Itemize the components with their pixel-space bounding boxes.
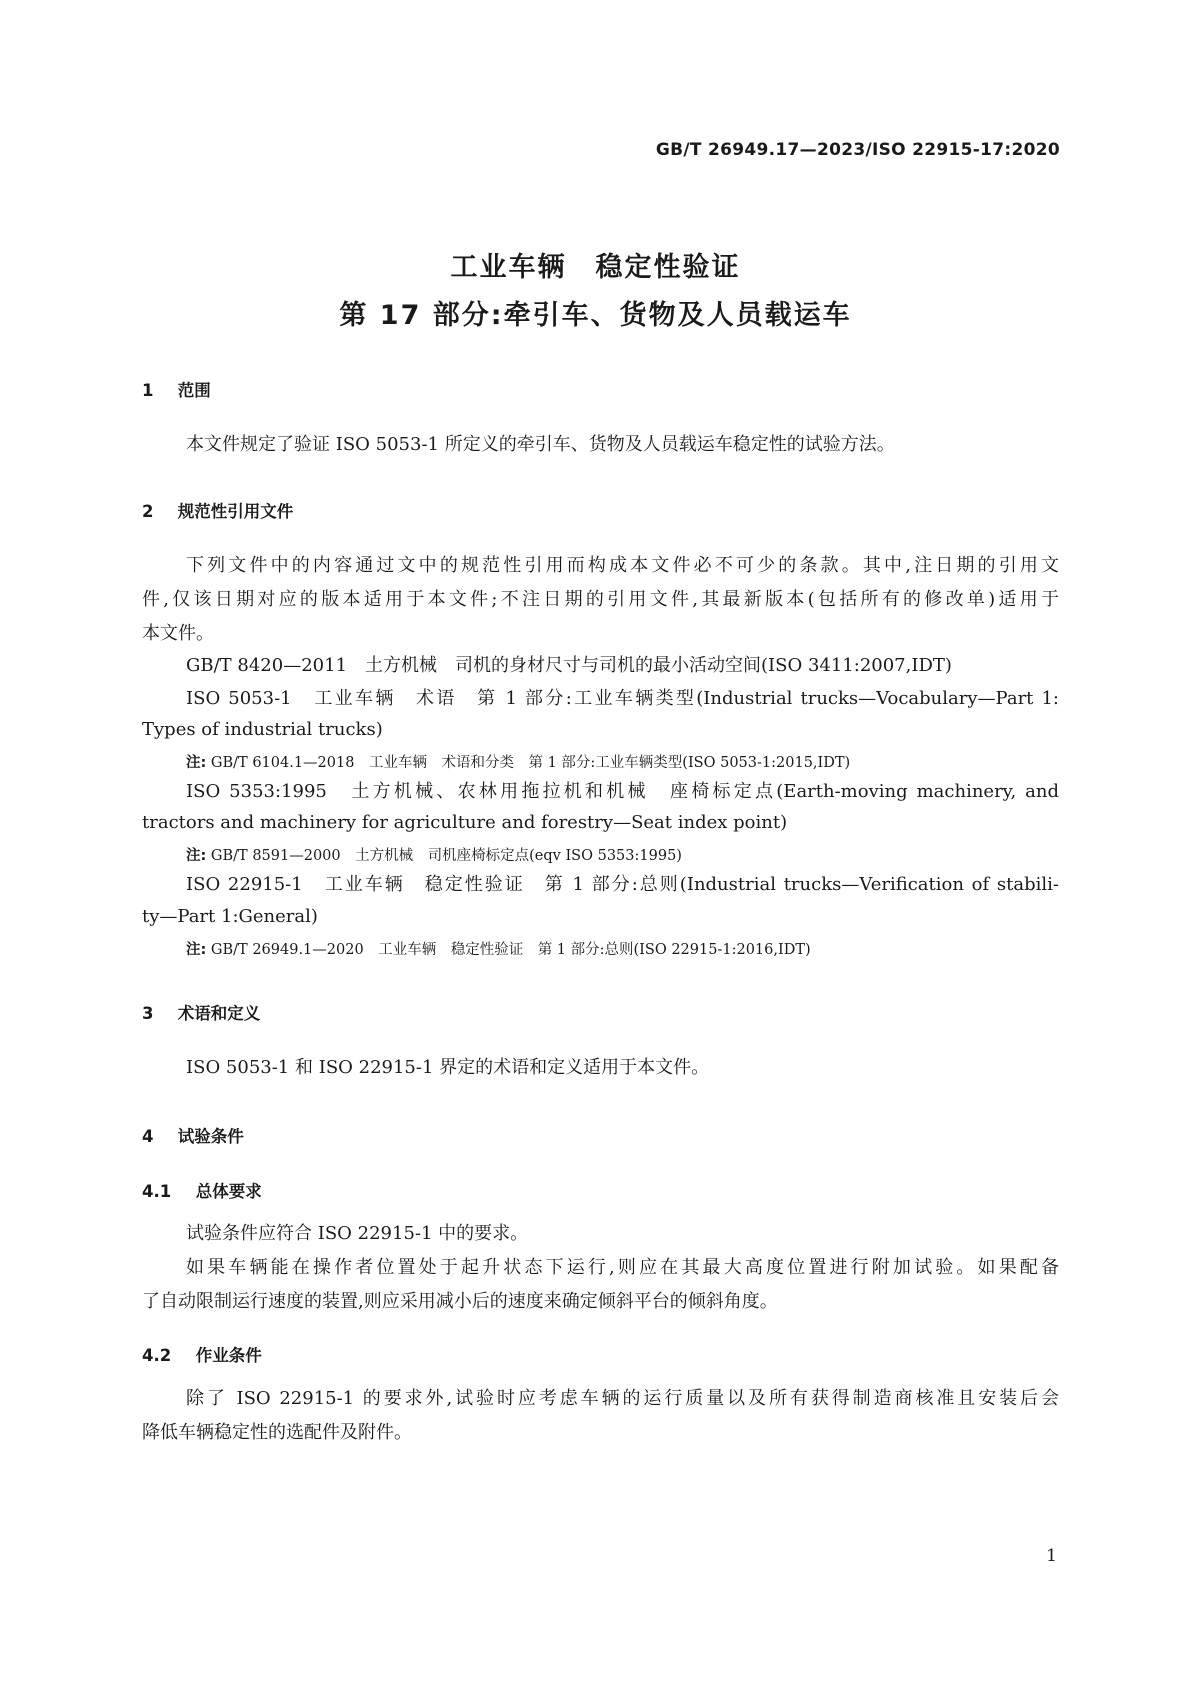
section-4-2-text: 降低车辆稳定性的选配件及附件。: [142, 1422, 412, 1443]
section-4-heading: [142, 1123, 244, 1147]
reference-note: [186, 938, 1059, 959]
section-4-1-heading: [142, 1178, 262, 1202]
section-4-1-text: 了自动限制运行速度的装置,则应采用减小后的速度来确定倾斜平台的倾斜角度。: [142, 1291, 778, 1312]
section-title: 术语和定义: [177, 1004, 261, 1023]
page-number: 1: [1046, 1546, 1057, 1566]
note-text: GB/T 6104.1—2018 工业车辆 术语和分类 第 1 部分:工业车辆类型(ISO 5053-1:2015,IDT): [210, 755, 851, 771]
title-line-2: 第 17 部分:牵引车、货物及人员载运车: [339, 300, 852, 331]
section-title: 范围: [177, 381, 211, 400]
section-title: 试验条件: [177, 1127, 244, 1146]
reference-iso-5353-cont: tractors and machinery for agriculture and forestry—Seat index point): [142, 812, 788, 833]
section-2-heading: [142, 498, 293, 522]
section-number: 3: [142, 1004, 154, 1023]
section-3-text: ISO 5053-1 和 ISO 22915-1 界定的术语和定义适用于本文件。: [186, 1057, 710, 1078]
note-label: 注:: [186, 942, 207, 958]
section-3-heading: [142, 1000, 260, 1024]
section-4-1-text: 试验条件应符合 ISO 22915-1 中的要求。: [186, 1223, 529, 1244]
note-text: GB/T 8591—2000 土方机械 司机座椅标定点(eqv ISO 5353:1995): [210, 848, 682, 864]
note-label: 注:: [186, 755, 207, 771]
reference-iso-5053-1-cont: Types of industrial trucks): [142, 719, 383, 740]
section-title: 规范性引用文件: [177, 502, 294, 521]
title-line-1: 工业车辆 稳定性验证: [450, 252, 741, 283]
reference-iso-5353: ISO 5353:1995 土方机械、农林用拖拉机和机械 座椅标定点(Earth-moving machinery, and: [186, 781, 1059, 802]
standard-number: GB/T 26949.17—2023/ISO 22915-17:2020: [655, 140, 1060, 160]
reference-iso-5053-1: ISO 5053-1 工业车辆 术语 第 1 部分:工业车辆类型(Industrial trucks—Vocabulary—Part 1:: [186, 688, 1059, 709]
section-2-intro-line: 件,仅该日期对应的版本适用于本文件;不注日期的引用文件,其最新版本(包括所有的修改单)适用于: [142, 589, 1059, 610]
section-1-heading: [142, 377, 211, 401]
reference-iso-22915-1-cont: ty—Part 1:General): [142, 906, 318, 927]
subsection-number: 4.1: [142, 1182, 172, 1201]
section-4-2-text: 除了 ISO 22915-1 的要求外,试验时应考虑车辆的运行质量以及所有获得制造商核准且安装后会: [186, 1388, 1059, 1409]
reference-note: [186, 844, 1059, 865]
reference-iso-22915-1: ISO 22915-1 工业车辆 稳定性验证 第 1 部分:总则(Industrial trucks—Verification of stabili-: [186, 874, 1059, 895]
subsection-number: 4.2: [142, 1346, 172, 1365]
section-4-2-heading: [142, 1342, 262, 1366]
reference-note: [186, 751, 1059, 772]
section-2-intro-line: 下列文件中的内容通过文中的规范性引用而构成本文件必不可少的条款。其中,注日期的引用文: [186, 555, 1059, 576]
section-number: 4: [142, 1127, 154, 1146]
note-label: 注:: [186, 848, 207, 864]
section-4-1-text: 如果车辆能在操作者位置处于起升状态下运行,则应在其最大高度位置进行附加试验。如果配备: [186, 1257, 1059, 1278]
note-text: GB/T 26949.1—2020 工业车辆 稳定性验证 第 1 部分:总则(ISO 22915-1:2016,IDT): [210, 942, 811, 958]
subsection-title: 作业条件: [195, 1346, 262, 1365]
section-number: 1: [142, 381, 154, 400]
section-1-text: 本文件规定了验证 ISO 5053-1 所定义的牵引车、货物及人员载运车稳定性的试验方法。: [186, 434, 895, 455]
section-number: 2: [142, 502, 154, 521]
section-2-intro-line: 本文件。: [142, 623, 214, 644]
subsection-title: 总体要求: [195, 1182, 262, 1201]
reference-gbt-8420: GB/T 8420—2011 土方机械 司机的身材尺寸与司机的最小活动空间(ISO 3411:2007,IDT): [186, 655, 952, 676]
